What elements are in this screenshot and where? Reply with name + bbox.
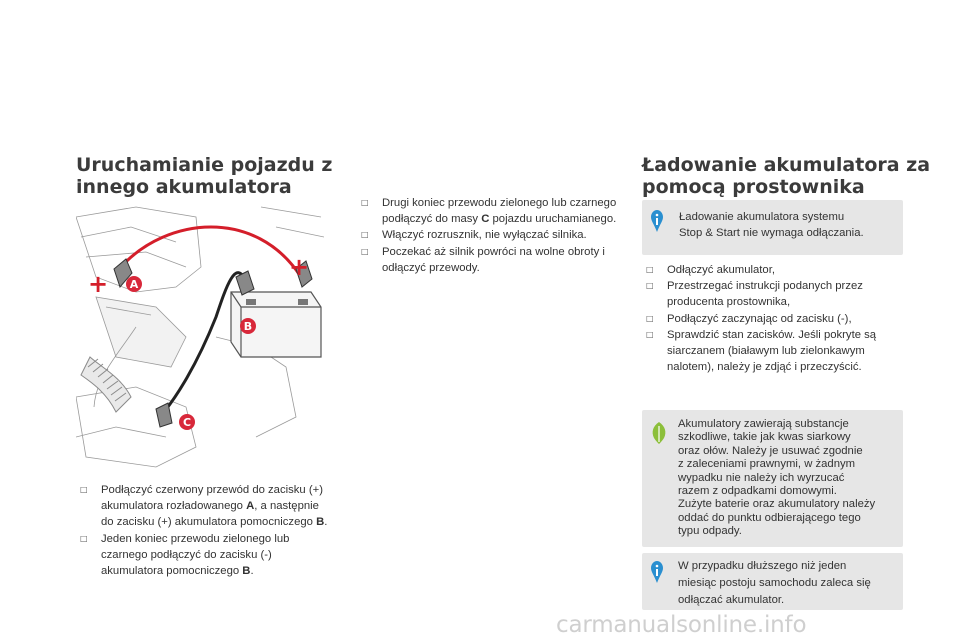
info-note-parking [642, 553, 903, 610]
info-icon [650, 210, 664, 232]
note-line: Ładowanie akumulatora systemu [679, 211, 845, 223]
note-line: Akumulatory zawierają substancje [678, 418, 849, 430]
list-item: □ Włączyć rozrusznik, nie wyłączać silnika. [357, 227, 627, 243]
list-item: □ Jeden koniec przewodu zielonego lub czarnego podłączyć do zacisku (-) akumulatora pomocniczego B. [76, 531, 331, 580]
note-line: wypadku nie należy ich wyrzucać [678, 471, 845, 484]
info-note-stop-start [642, 200, 903, 255]
eco-leaf-icon [650, 422, 668, 444]
label-c: C [182, 416, 192, 429]
plus-sign-a: + [88, 270, 109, 298]
title-line: innego akumulatora [76, 176, 292, 198]
section-title-jump-start [76, 154, 332, 198]
title-line: Uruchamianie pojazdu z [76, 154, 333, 176]
list-item: □ Drugi koniec przewodu zielonego lub czarnego podłączyć do masy C pojazdu uruchamianego. [357, 195, 627, 227]
note-line: odłączać akumulator. [678, 594, 785, 606]
plus-sign-b: + [289, 253, 310, 281]
title-line: Ładowanie akumulatora za [642, 154, 931, 176]
eco-note [642, 410, 903, 547]
jump-start-illustration [76, 197, 324, 471]
watermark-text: carmanualsonline.info [556, 612, 807, 638]
left-steps-list [76, 482, 331, 579]
right-steps-list [642, 262, 904, 375]
note-line: Zużyte baterie oraz akumulatory należy [678, 498, 876, 511]
section-title-charger [642, 154, 930, 198]
middle-steps-list [357, 195, 627, 276]
info-icon [650, 561, 664, 583]
list-item: □ Podłączyć zaczynając od zacisku (-), [642, 311, 904, 327]
title-line: pomocą prostownika [642, 176, 865, 198]
list-item: □ Odłączyć akumulator, [642, 262, 904, 278]
note-line: Stop & Start nie wymaga odłączania. [679, 227, 864, 239]
list-item: □ Przestrzegać instrukcji podanych przez producenta prostownika, [642, 278, 904, 310]
list-item: □ Sprawdzić stan zacisków. Jeśli pokryte są siarczanem (białawym lub zielonkawym nalotem), należy je zdjąć i przeczyścić. [642, 327, 904, 376]
label-a: A [129, 278, 139, 291]
note-line: razem z odpadkami domowymi. [678, 485, 837, 498]
note-line: szkodliwe, takie jak kwas siarkowy [678, 431, 851, 444]
label-b: B [243, 320, 253, 333]
note-line: typu odpady. [678, 525, 742, 538]
list-item: □ Poczekać aż silnik powróci na wolne obroty i odłączyć przewody. [357, 244, 627, 276]
list-item: □ Podłączyć czerwony przewód do zacisku (+) akumulatora rozładowanego A, a następnie do zacisku (+) akumulatora pomocniczego B. [76, 482, 331, 531]
note-line: oraz ołów. Należy je usuwać zgodnie [678, 444, 863, 457]
note-line: miesiąc postoju samochodu zaleca się [678, 577, 871, 589]
note-line: oddać do punktu odbierającego tego [678, 511, 861, 524]
note-line: W przypadku dłuższego niż jeden [678, 560, 847, 572]
note-line: z zaleceniami prawnymi, w żadnym [678, 458, 856, 471]
